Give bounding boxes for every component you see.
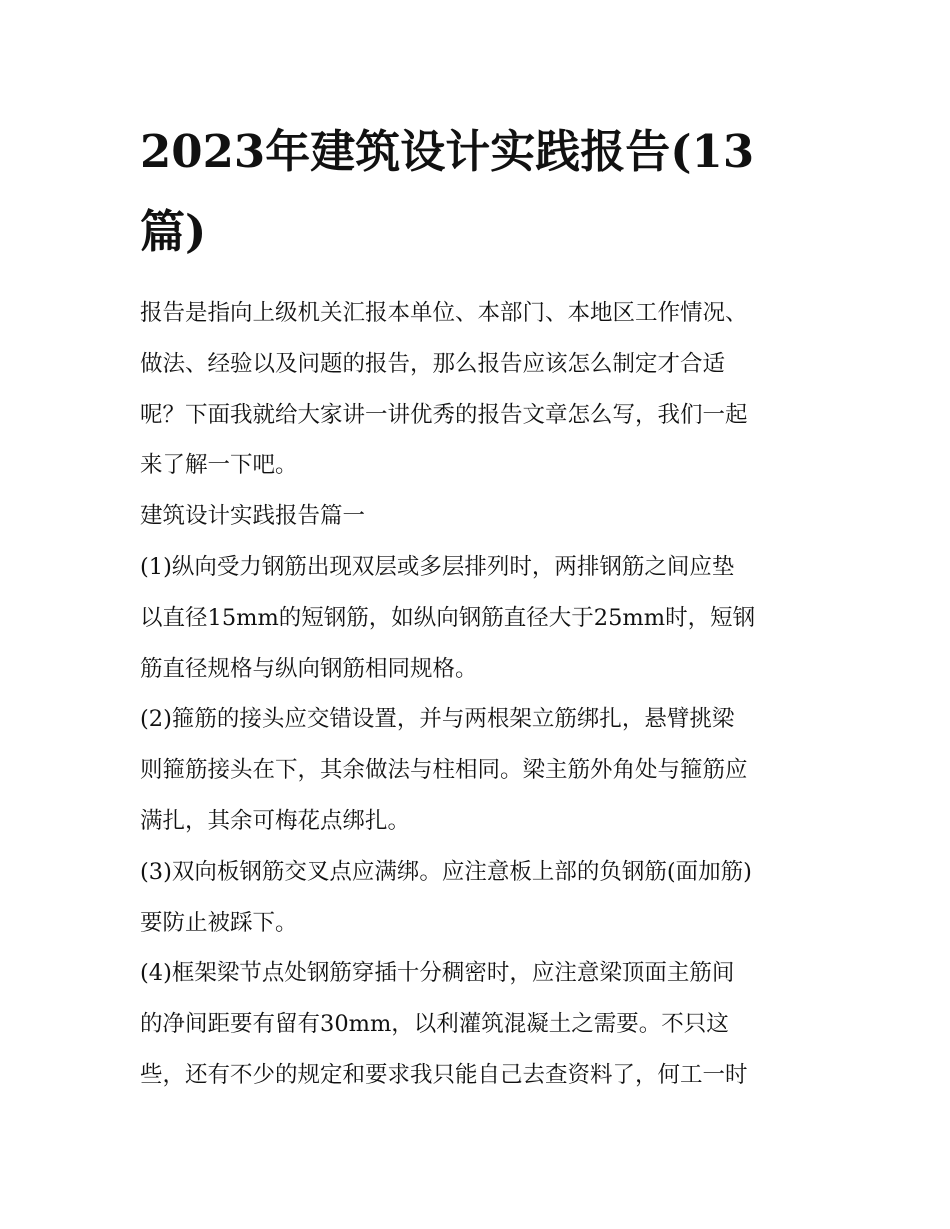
document-title xyxy=(140,112,820,272)
text-line: (3)双向板钢筋交叉点应满绑。应注意板上部的负钢筋(面加筋) xyxy=(140,858,752,885)
title-line-1: 2023年建筑设计实践报告(13 xyxy=(140,125,755,178)
document-page xyxy=(140,112,820,1101)
item-paragraph-3 xyxy=(140,847,820,949)
title-line-2: 篇) xyxy=(140,205,207,258)
text-line: 要防止被踩下。 xyxy=(140,909,298,936)
text-line: 以直径15mm的短钢筋，如纵向钢筋直径大于25mm时，短钢 xyxy=(140,604,756,631)
text-line: (4)框架梁节点处钢筋穿插十分稠密时，应注意梁顶面主筋间 xyxy=(140,960,735,987)
text-line: 呢？下面我就给大家讲一讲优秀的报告文章怎么写，我们一起 xyxy=(140,401,748,428)
item-paragraph-2 xyxy=(140,694,820,846)
text-line: 报告是指向上级机关汇报本单位、本部门、本地区工作情况、 xyxy=(140,300,748,326)
text-line: 的净间距要有留有30mm，以利灌筑混凝土之需要。不只这 xyxy=(140,1011,729,1038)
text-line: 满扎，其余可梅花点绑扎。 xyxy=(140,807,411,834)
item-paragraph-1 xyxy=(140,542,820,694)
text-line: (2)箍筋的接头应交错设置，并与两根架立筋绑扎，悬臂挑梁 xyxy=(140,706,735,733)
intro-paragraph xyxy=(140,288,820,491)
text-line: 来了解一下吧。 xyxy=(140,452,298,479)
text-line: 则箍筋接头在下，其余做法与柱相同。梁主筋外角处与箍筋应 xyxy=(140,757,748,784)
section-heading xyxy=(140,491,820,542)
item-paragraph-4 xyxy=(140,948,820,1100)
text-line: (1)纵向受力钢筋出现双层或多层排列时，两排钢筋之间应垫 xyxy=(140,553,735,580)
text-line: 建筑设计实践报告篇一 xyxy=(140,503,366,530)
text-line: 做法、经验以及问题的报告，那么报告应该怎么制定才合适 xyxy=(140,350,726,377)
text-line: 些，还有不少的规定和要求我只能自己去查资料了，何工一时 xyxy=(140,1061,748,1088)
text-line: 筋直径规格与纵向钢筋相同规格。 xyxy=(140,655,478,682)
